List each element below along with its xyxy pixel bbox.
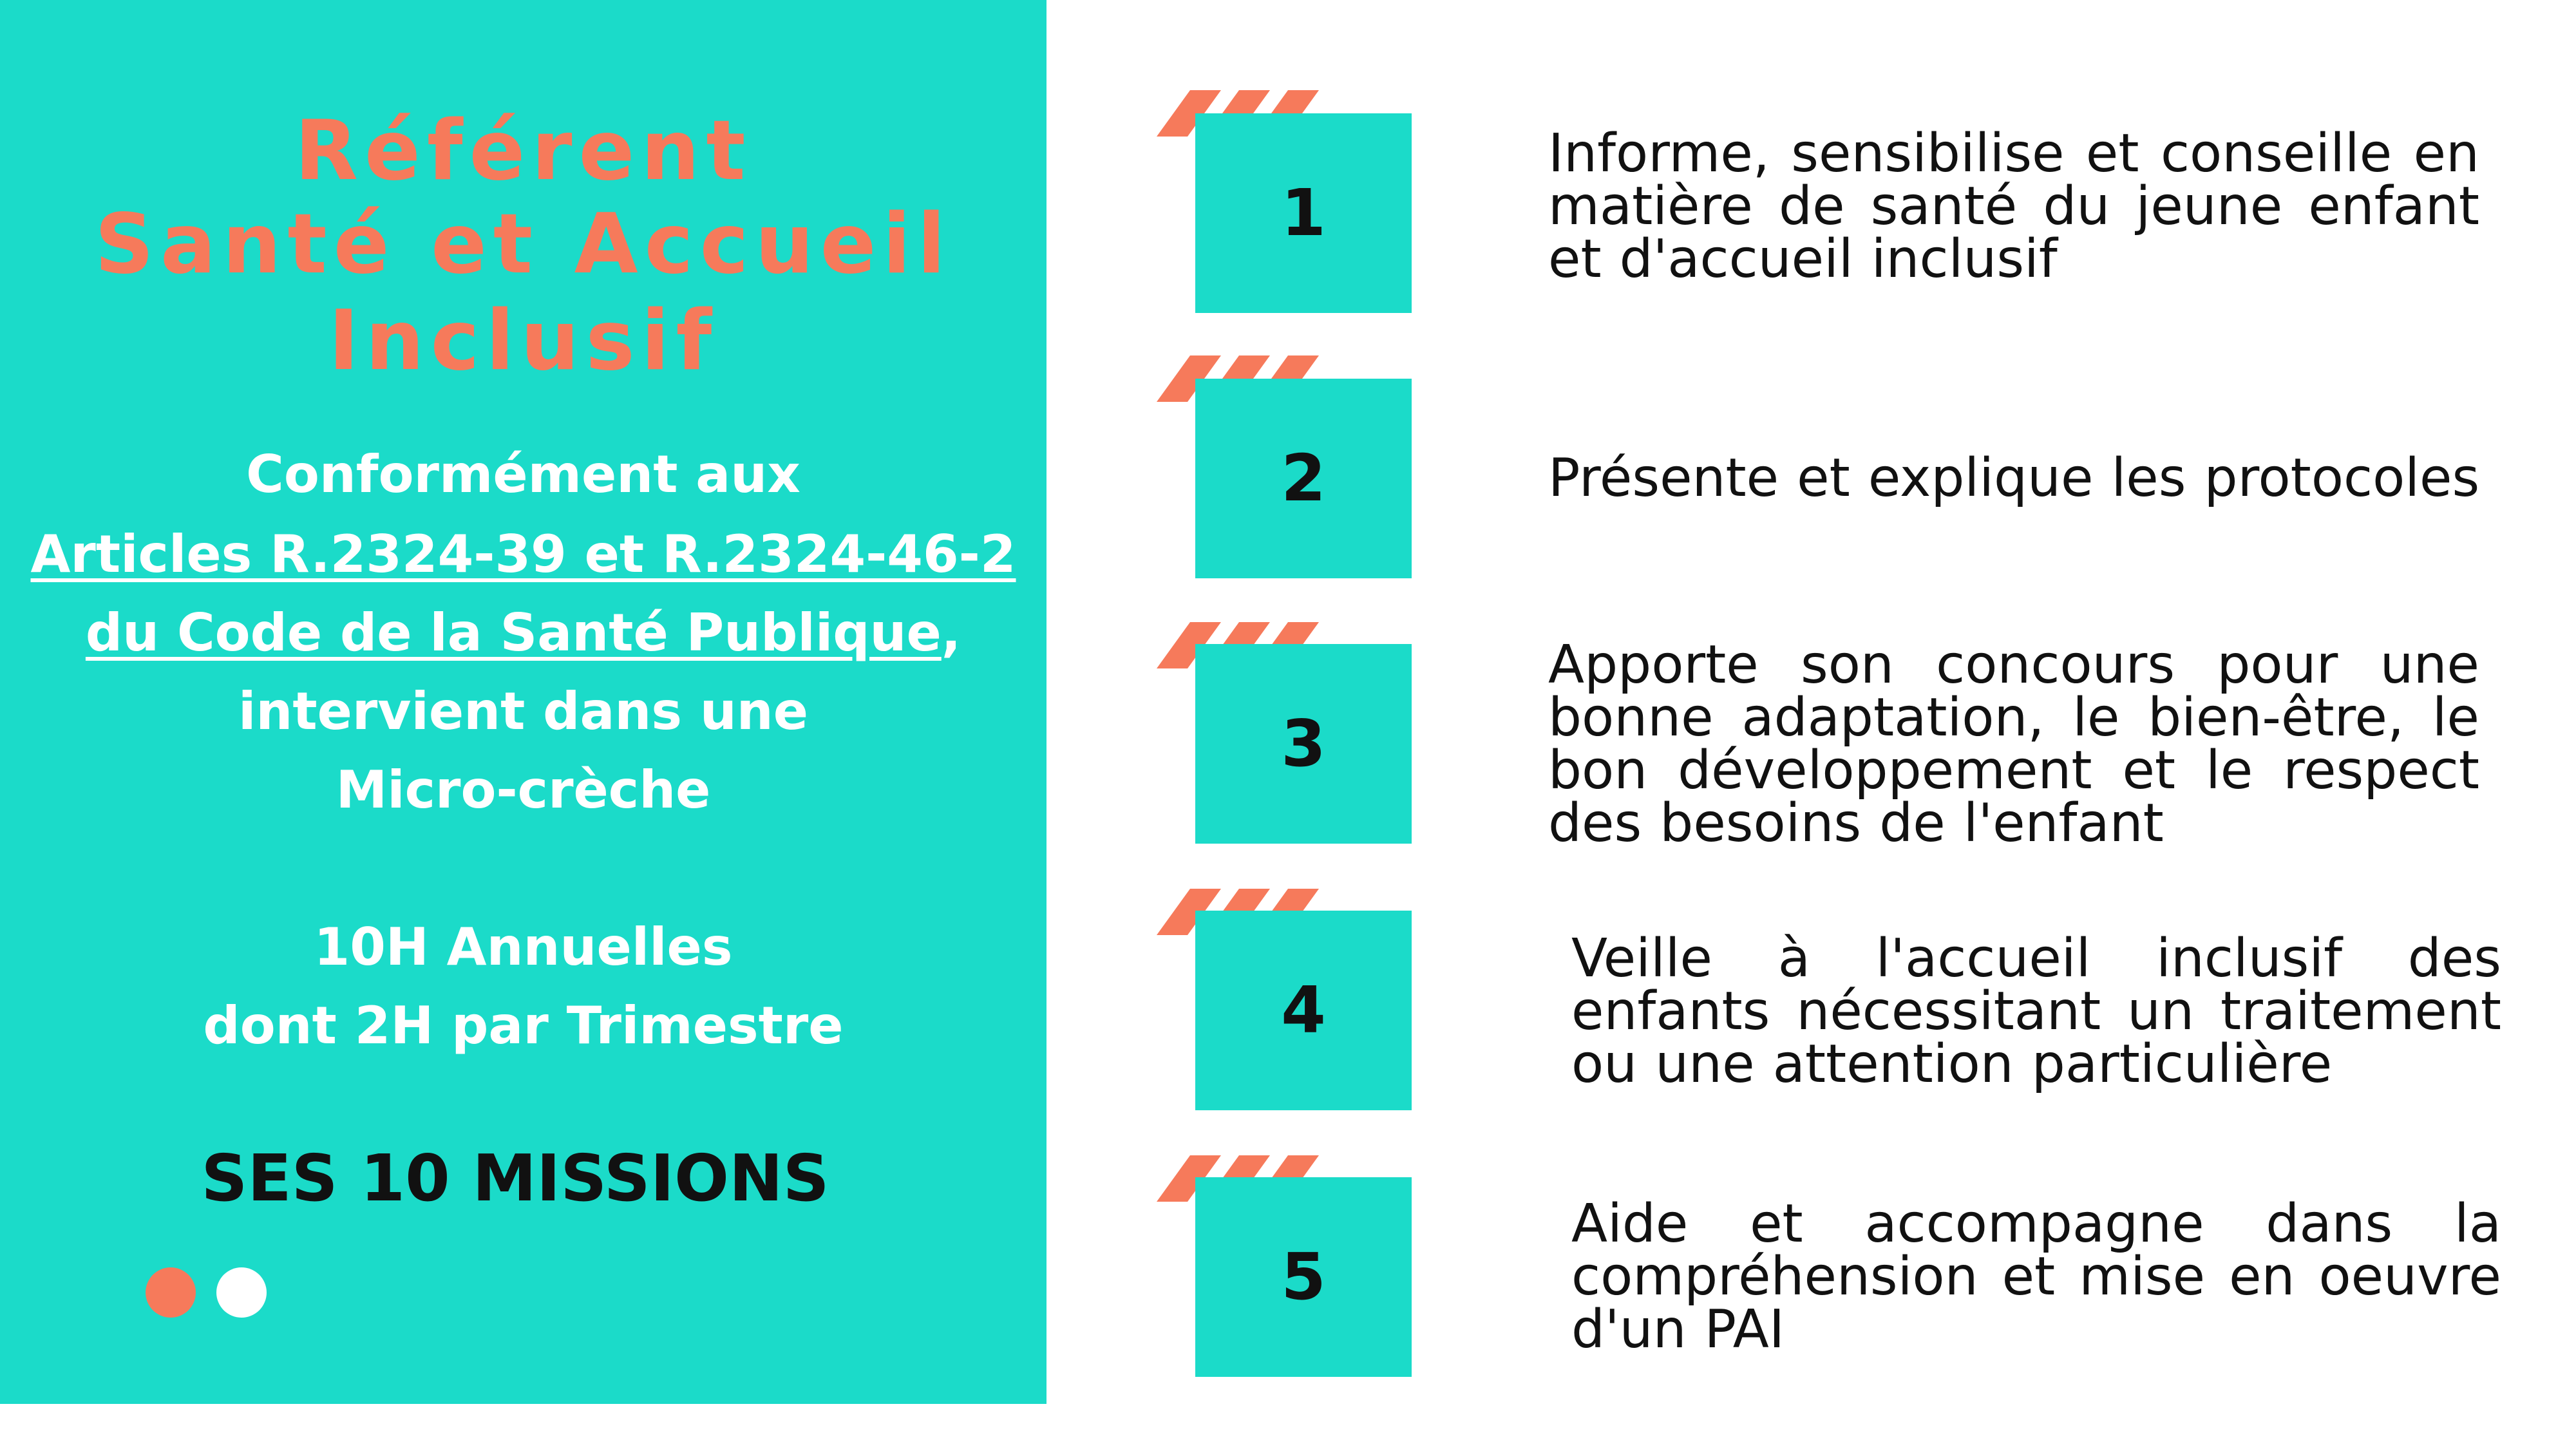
mission-text-4: Veille à l'accueil inclusif des enfants nécessitant un traitement ou une attention particulière xyxy=(1571,928,2501,1095)
article-link-line-2[interactable] xyxy=(0,594,1046,672)
page-dot-active[interactable] xyxy=(146,1267,196,1318)
mission-text-2: Présente et explique les protocoles xyxy=(1548,448,2480,509)
mission-text-1: Informe, sensibilise et conseille en matière de santé du jeune enfant et d'accueil inclusif xyxy=(1548,123,2479,290)
mission-number-1: 1 xyxy=(1281,175,1326,251)
intro-line-4: intervient dans une xyxy=(238,681,809,741)
mission-number-box-5 xyxy=(1195,1177,1412,1377)
title-line-3: Inclusif xyxy=(328,293,719,389)
title-line-1: Référent xyxy=(294,103,752,199)
intro-line-1: Conformément aux xyxy=(246,444,800,504)
hours-line-1: 10H Annuelles xyxy=(314,917,733,977)
title-line-2: Santé et Accueil xyxy=(94,196,952,292)
article-link-line-1[interactable] xyxy=(0,515,1046,594)
mission-number-box-2 xyxy=(1195,379,1412,578)
intro-line-5: Micro-crèche xyxy=(336,760,711,820)
mission-number-2: 2 xyxy=(1281,440,1326,516)
article-link-text-2[interactable]: du Code de la Santé Publique xyxy=(85,603,942,663)
mission-number-3: 3 xyxy=(1281,706,1326,781)
page-dot-inactive[interactable] xyxy=(216,1267,267,1318)
mission-number-box-3 xyxy=(1195,644,1412,844)
missions-heading: SES 10 MISSIONS xyxy=(201,1141,829,1216)
mission-number-4: 4 xyxy=(1281,972,1326,1048)
hours-line-2: dont 2H par Trimestre xyxy=(203,996,844,1056)
article-link-text-1[interactable]: Articles R.2324-39 et R.2324-46-2 xyxy=(30,524,1016,584)
mission-number-box-1 xyxy=(1195,113,1412,313)
link-suffix: , xyxy=(941,603,961,663)
mission-number-5: 5 xyxy=(1281,1239,1326,1314)
mission-text-3: Apporte son concours pour une bonne adaptation, le bien-être, le bon développement et le respect des besoins de l'enfant xyxy=(1548,634,2479,854)
mission-text-5: Aide et accompagne dans la compréhension et mise en oeuvre d'un PAI xyxy=(1571,1193,2501,1360)
mission-number-box-4 xyxy=(1195,911,1412,1110)
